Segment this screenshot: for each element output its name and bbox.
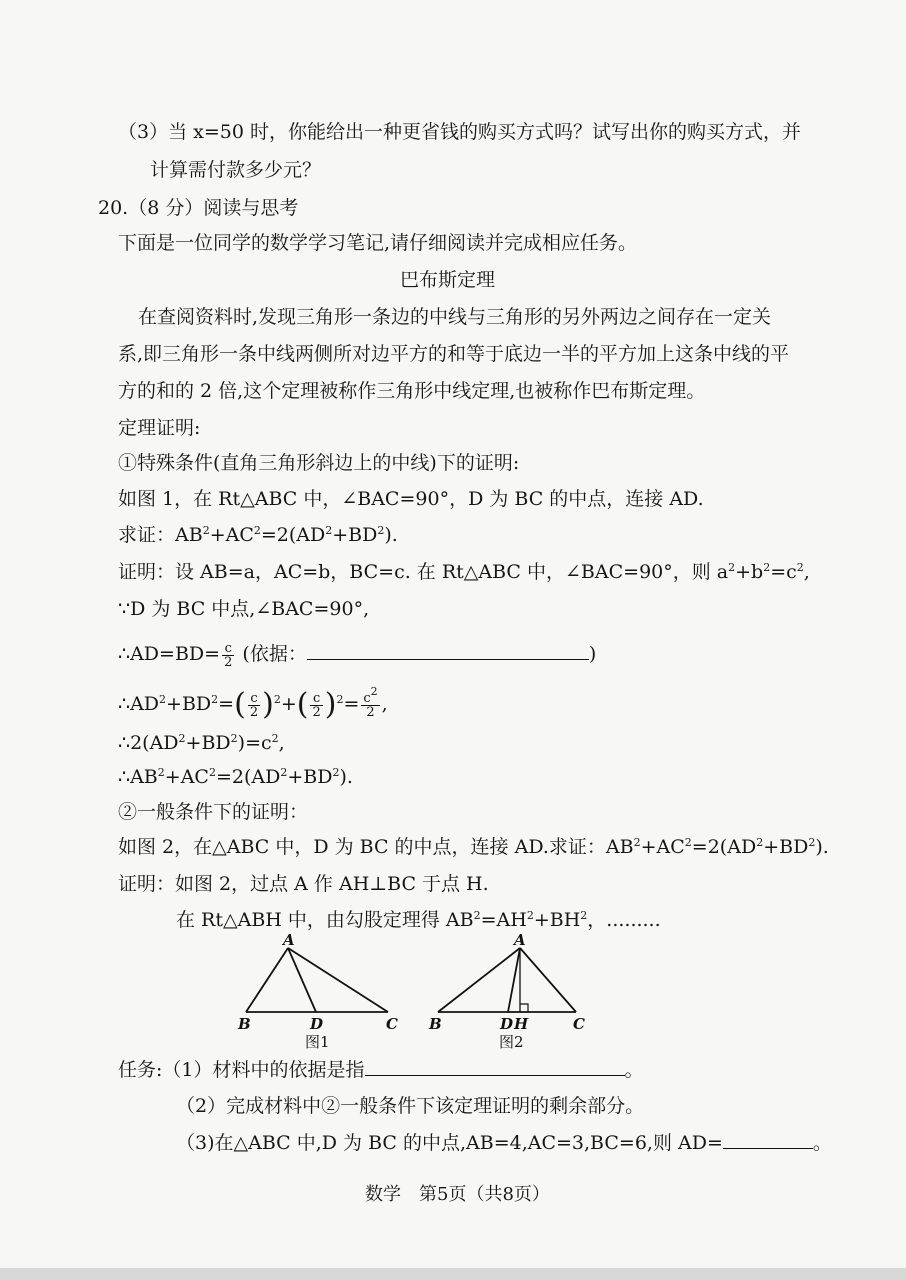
segment-ad — [508, 948, 520, 1012]
segment-ab — [246, 948, 288, 1012]
general-case-title: ②一般条件下的证明： — [118, 801, 309, 823]
fig1-label-b: B — [238, 1015, 251, 1033]
basis-blank[interactable] — [307, 641, 589, 660]
special-case-title: ①特殊条件(直角三角形斜边上的中线)下的证明: — [118, 452, 520, 474]
paragraph-line-3: 方的和的 2 倍,这个定理被称作三角形中线定理,也被称作巴布斯定理。 — [118, 380, 706, 402]
paragraph-line-1: 在查阅资料时,发现三角形一条边的中线与三角形的另外两边之间存在一定关 — [138, 306, 772, 328]
fig2-label-a: A — [514, 931, 526, 949]
fig2-label-h: H — [514, 1015, 529, 1033]
figure-2-diagram — [420, 930, 600, 1055]
proof-line-1: 证明：设 AB=a，AC=b，BC=c. 在 Rt△ABC 中，∠BAC=90°，则 $a^2+b^2=c^2$, — [118, 561, 810, 583]
figure-1-caption: 图1 — [305, 1033, 330, 1051]
task-1-blank[interactable] — [365, 1057, 625, 1076]
figure-2-caption: 图2 — [499, 1033, 524, 1051]
figure2-given: 如图 2，在△ABC 中，D 为 BC 的中点，连接 AD.求证：$AB^2+AC^2=2(AD^2+BD^2)$. — [118, 836, 829, 858]
proof2-line-1: 证明：如图 2，过点 A 作 AH⊥BC 于点 H. — [118, 873, 489, 895]
segment-ac — [520, 948, 576, 1012]
therefore-square-line: $\therefore AD^2+BD^2=$( $\frac{c}{2}$ )$^2$+( $\frac{c}{2}$ )$^2$= $\frac{c^2}{2}$ , — [118, 684, 388, 722]
task-3: （3)在△ABC 中,D 为 BC 的中点,AB=4,AC=3,BC=6,则 AD= 。 — [176, 1132, 832, 1154]
therefore-3-line: $\therefore AB^2+AC^2=2(AD^2+BD^2)$. — [118, 766, 353, 788]
task-3-blank[interactable] — [723, 1130, 813, 1149]
fig2-label-d: D — [500, 1015, 514, 1033]
figure-1-diagram — [228, 930, 418, 1055]
fig2-label-b: B — [429, 1015, 442, 1033]
proof-title: 定理证明: — [118, 417, 201, 439]
fig2-label-c: C — [573, 1015, 585, 1033]
therefore-2-line: $\therefore 2(AD^2+BD^2)=c^2$, — [118, 732, 285, 754]
q19-3-line1: （3）当 x=50 时，你能给出一种更省钱的购买方式吗？试写出你的购买方式，并 — [118, 121, 801, 143]
page-footer: 数学 第5页（共8页） — [365, 1184, 550, 1205]
theorem-title: 巴布斯定理 — [400, 269, 496, 291]
right-angle-mark — [520, 1004, 528, 1012]
fig1-label-d: D — [310, 1015, 324, 1033]
since-line: ∵D 为 BC 中点,∠BAC=90°, — [118, 598, 370, 620]
q19-3-line2: 计算需付款多少元？ — [150, 159, 322, 181]
segment-ab — [438, 948, 520, 1012]
fraction-c-over-2: $\frac{c}{2}$ — [224, 640, 233, 670]
therefore-ad-line: ∴AD=BD= $\frac{c}{2}$ (依据： ) — [118, 640, 597, 670]
question-20-header: 20.（8 分）阅读与思考 — [98, 197, 299, 219]
figure1-given: 如图 1，在 Rt△ABC 中，∠BAC=90°，D 为 BC 的中点，连接 AD. — [118, 488, 704, 510]
proof2-line-2: 在 Rt△ABH 中，由勾股定理得 $AB^2=AH^2+BH^2$，......... — [176, 909, 661, 931]
segment-ac — [288, 948, 388, 1012]
prove-statement-1: 求证：$AB^2+AC^2=2(AD^2+BD^2)$. — [118, 524, 398, 546]
fig1-label-c: C — [386, 1015, 398, 1033]
fig1-label-a: A — [283, 931, 295, 949]
page-bottom-edge — [0, 1268, 906, 1280]
intro-text: 下面是一位同学的数学学习笔记,请仔细阅读并完成相应任务。 — [118, 232, 638, 254]
task-1: 任务:（1）材料中的依据是指 。 — [118, 1059, 644, 1081]
task-2: （2）完成材料中②一般条件下该定理证明的剩余部分。 — [176, 1095, 645, 1117]
paragraph-line-2: 系,即三角形一条中线两侧所对边平方的和等于底边一半的平方加上这条中线的平 — [118, 343, 790, 365]
